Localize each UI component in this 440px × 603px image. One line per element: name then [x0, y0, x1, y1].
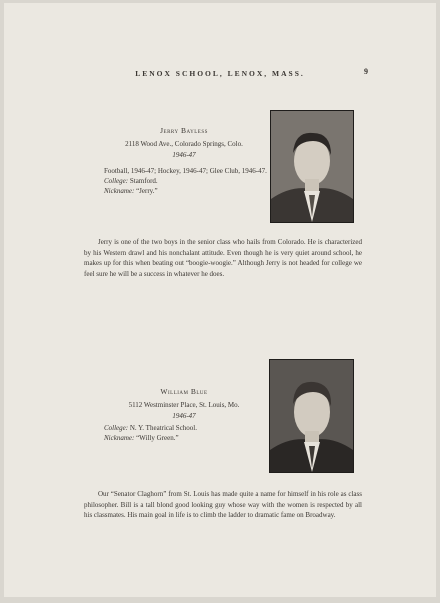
nickname-label: Nickname: [104, 434, 135, 442]
portrait-image [270, 360, 353, 472]
student-nickname: “Willy Green.” [136, 434, 179, 442]
portrait-image [271, 111, 353, 222]
student-entry-header [104, 386, 264, 422]
student-details [104, 166, 269, 196]
student-activities: Football, 1946-47; Hockey, 1946-47; Glee Club, 1946-47. [104, 167, 267, 175]
student-college: N. Y. Theatrical School. [129, 424, 197, 432]
student-years: 1946-47 [172, 151, 196, 159]
student-nickname: “Jerry.” [136, 187, 158, 195]
college-label: College: [104, 424, 129, 432]
yearbook-page [4, 3, 436, 597]
student-years: 1946-47 [172, 412, 196, 420]
college-label: College: [104, 177, 129, 185]
student-name: William Blue [160, 387, 208, 396]
running-head: LENOX SCHOOL, LENOX, MASS. [135, 69, 305, 78]
student-entry-header [104, 125, 264, 161]
nickname-label: Nickname: [104, 187, 135, 195]
student-biography: Our “Senator Claghorn” from St. Louis has made quite a name for himself in his role as class philosopher. Bill is a tall blond good looking guy whose way with the women is respected by all his classmates. His main goal in life is to climb the ladder to dramatic fame on Broadway. [84, 490, 362, 519]
student-details [104, 423, 269, 443]
page-number: 9 [364, 67, 368, 76]
student-portrait-photo [269, 359, 354, 473]
student-biography: Jerry is one of the two boys in the senior class who hails from Colorado. He is characterized by his Western drawl and his nonchalant attitude. Even though he is very quiet around school, he makes up for this when beating out “boogie-woogie.” Although Jerry is not headed for college we feel sure he will be a success in whatever he does. [84, 238, 362, 278]
student-portrait-photo [270, 110, 354, 223]
student-name: Jerry Bayless [160, 126, 208, 135]
student-college: Stamford. [129, 177, 158, 185]
student-address: 5112 Westminster Place, St. Louis, Mo. [128, 401, 240, 409]
student-address: 2118 Wood Ave., Colorado Springs, Colo. [125, 140, 243, 148]
